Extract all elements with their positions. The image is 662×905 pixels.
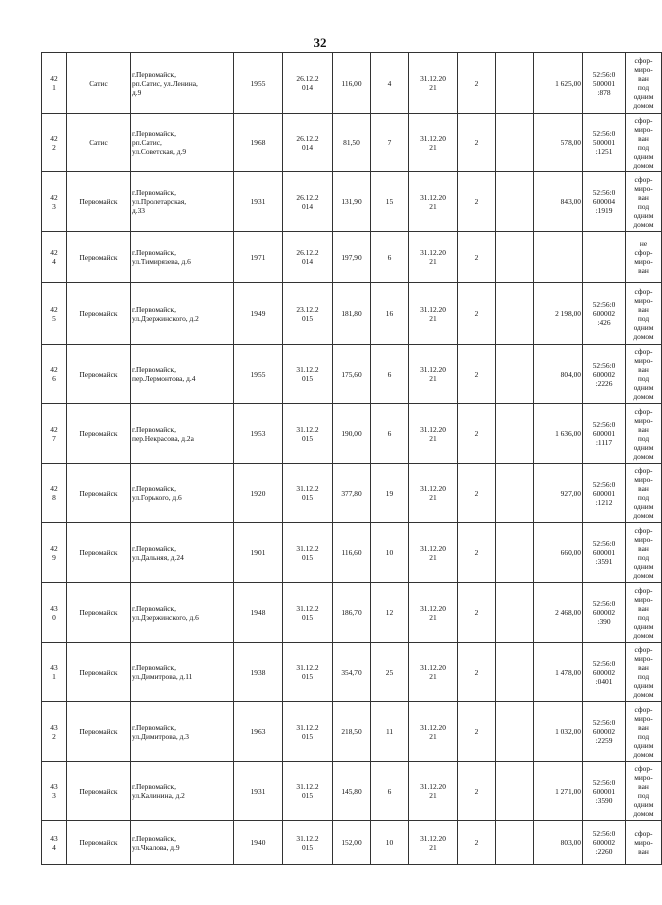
residents-count-cell: 10 [371,523,409,583]
residents-count-cell: 6 [371,404,409,464]
area-cell: 81,50 [333,114,371,172]
area-cell: 131,90 [333,172,371,232]
empty-cell [496,172,534,232]
residents-count-cell: 15 [371,172,409,232]
land-area-cell: 1 625,00 [534,53,583,114]
cadastral-number-cell: 52:56:0 600001 :1212 [583,464,626,523]
address-cell: г.Первомайск, ул.Дзержинского, д.6 [131,583,234,643]
empty-cell [496,702,534,762]
area-cell: 197,90 [333,232,371,283]
deadline-date-cell: 31.12.20 21 [409,762,458,821]
settlement-cell: Сатис [67,53,131,114]
row-number: 42 3 [42,172,67,232]
row-number: 43 3 [42,762,67,821]
address-cell: г.Первомайск, рп.Сатис, ул.Советская, д.9 [131,114,234,172]
land-status-cell: сфор- миро- ван под одним домом [626,523,662,583]
year-built-cell: 1901 [234,523,283,583]
residents-count-cell: 6 [371,762,409,821]
area-cell: 377,80 [333,464,371,523]
cadastral-number-cell: 52:56:0 500001 :878 [583,53,626,114]
table-row [42,404,662,464]
deadline-date-cell: 31.12.20 21 [409,345,458,404]
land-area-cell: 1 636,00 [534,404,583,464]
row-number: 42 9 [42,523,67,583]
address-cell: г.Первомайск, ул.Горького, д.6 [131,464,234,523]
cadastral-number-cell: 52:56:0 600002 :0401 [583,643,626,702]
deadline-date-cell: 31.12.20 21 [409,464,458,523]
land-area-cell: 804,00 [534,345,583,404]
land-status-cell: сфор- миро- ван под одним домом [626,643,662,702]
date-cell: 31.12.2 015 [283,762,333,821]
deadline-date-cell: 31.12.20 21 [409,643,458,702]
cadastral-number-cell: 52:56:0 600002 :2259 [583,702,626,762]
settlement-cell: Сатис [67,114,131,172]
row-number: 43 2 [42,702,67,762]
empty-cell [496,53,534,114]
stage-cell: 2 [458,283,496,345]
stage-cell: 2 [458,643,496,702]
table-row [42,583,662,643]
empty-cell [496,523,534,583]
settlement-cell: Первомайск [67,643,131,702]
land-area-cell: 578,00 [534,114,583,172]
date-cell: 31.12.2 015 [283,345,333,404]
area-cell: 186,70 [333,583,371,643]
year-built-cell: 1938 [234,643,283,702]
address-cell: г.Первомайск, ул.Пролетарская, д.33 [131,172,234,232]
stage-cell: 2 [458,53,496,114]
table-row [42,345,662,404]
settlement-cell: Первомайск [67,762,131,821]
area-cell: 116,00 [333,53,371,114]
deadline-date-cell: 31.12.20 21 [409,523,458,583]
deadline-date-cell: 31.12.20 21 [409,232,458,283]
settlement-cell: Первомайск [67,702,131,762]
deadline-date-cell: 31.12.20 21 [409,404,458,464]
land-status-cell: сфор- миро- ван под одним домом [626,583,662,643]
land-status-cell: не сфор- миро- ван [626,232,662,283]
empty-cell [496,283,534,345]
residents-count-cell: 25 [371,643,409,702]
area-cell: 116,60 [333,523,371,583]
settlement-cell: Первомайск [67,821,131,865]
housing-registry-table [41,52,662,865]
empty-cell [496,404,534,464]
date-cell: 26.12.2 014 [283,114,333,172]
settlement-cell: Первомайск [67,404,131,464]
year-built-cell: 1963 [234,702,283,762]
land-area-cell: 2 198,00 [534,283,583,345]
table-row [42,702,662,762]
address-cell: г.Первомайск, ул.Димитрова, д.11 [131,643,234,702]
cadastral-number-cell: 52:56:0 600002 :426 [583,283,626,345]
area-cell: 218,50 [333,702,371,762]
residents-count-cell: 6 [371,345,409,404]
empty-cell [496,345,534,404]
area-cell: 181,80 [333,283,371,345]
land-status-cell: сфор- миро- ван под одним домом [626,702,662,762]
table-row [42,232,662,283]
date-cell: 23.12.2 015 [283,283,333,345]
land-status-cell: сфор- миро- ван под одним домом [626,53,662,114]
land-status-cell: сфор- миро- ван под одним домом [626,114,662,172]
address-cell: г.Первомайск, ул.Дзержинского, д.2 [131,283,234,345]
deadline-date-cell: 31.12.20 21 [409,583,458,643]
deadline-date-cell: 31.12.20 21 [409,283,458,345]
date-cell: 31.12.2 015 [283,702,333,762]
stage-cell: 2 [458,821,496,865]
table-row [42,821,662,865]
residents-count-cell: 6 [371,232,409,283]
address-cell: г.Первомайск, пер.Некрасова, д.2а [131,404,234,464]
date-cell: 26.12.2 014 [283,53,333,114]
year-built-cell: 1953 [234,404,283,464]
cadastral-number-cell: 52:56:0 600001 :3591 [583,523,626,583]
stage-cell: 2 [458,404,496,464]
empty-cell [496,583,534,643]
stage-cell: 2 [458,114,496,172]
land-area-cell: 1 032,00 [534,702,583,762]
land-area-cell: 660,00 [534,523,583,583]
residents-count-cell: 11 [371,702,409,762]
land-area-cell [534,232,583,283]
area-cell: 354,70 [333,643,371,702]
year-built-cell: 1955 [234,53,283,114]
residents-count-cell: 19 [371,464,409,523]
empty-cell [496,821,534,865]
table-row [42,283,662,345]
land-area-cell: 1 478,00 [534,643,583,702]
empty-cell [496,232,534,283]
cadastral-number-cell: 52:56:0 600004 :1919 [583,172,626,232]
empty-cell [496,464,534,523]
stage-cell: 2 [458,345,496,404]
year-built-cell: 1971 [234,232,283,283]
area-cell: 175,60 [333,345,371,404]
land-area-cell: 2 468,00 [534,583,583,643]
settlement-cell: Первомайск [67,583,131,643]
address-cell: г.Первомайск, ул.Дальняя, д.24 [131,523,234,583]
land-status-cell: сфор- миро- ван [626,821,662,865]
land-status-cell: сфор- миро- ван под одним домом [626,404,662,464]
settlement-cell: Первомайск [67,283,131,345]
year-built-cell: 1948 [234,583,283,643]
year-built-cell: 1949 [234,283,283,345]
empty-cell [496,643,534,702]
residents-count-cell: 16 [371,283,409,345]
land-area-cell: 927,00 [534,464,583,523]
residents-count-cell: 4 [371,53,409,114]
area-cell: 190,00 [333,404,371,464]
residents-count-cell: 7 [371,114,409,172]
row-number: 43 4 [42,821,67,865]
address-cell: г.Первомайск, рп.Сатис, ул.Ленина, д.9 [131,53,234,114]
land-status-cell: сфор- миро- ван под одним домом [626,345,662,404]
year-built-cell: 1968 [234,114,283,172]
residents-count-cell: 10 [371,821,409,865]
cadastral-number-cell: 52:56:0 600002 :2260 [583,821,626,865]
area-cell: 152,00 [333,821,371,865]
address-cell: г.Первомайск, ул.Калинина, д.2 [131,762,234,821]
row-number: 42 6 [42,345,67,404]
row-number: 43 0 [42,583,67,643]
table-row [42,53,662,114]
address-cell: г.Первомайск, ул.Димитрова, д.3 [131,702,234,762]
empty-cell [496,114,534,172]
date-cell: 31.12.2 015 [283,583,333,643]
row-number: 42 7 [42,404,67,464]
area-cell: 145,80 [333,762,371,821]
settlement-cell: Первомайск [67,523,131,583]
year-built-cell: 1920 [234,464,283,523]
cadastral-number-cell: 52:56:0 600001 :3590 [583,762,626,821]
residents-count-cell: 12 [371,583,409,643]
cadastral-number-cell [583,232,626,283]
deadline-date-cell: 31.12.20 21 [409,821,458,865]
table-row [42,172,662,232]
table-row [42,762,662,821]
land-status-cell: сфор- миро- ван под одним домом [626,172,662,232]
date-cell: 31.12.2 015 [283,821,333,865]
table-row [42,464,662,523]
address-cell: г.Первомайск, ул.Чкалова, д.9 [131,821,234,865]
stage-cell: 2 [458,523,496,583]
settlement-cell: Первомайск [67,172,131,232]
row-number: 42 4 [42,232,67,283]
table-row [42,643,662,702]
row-number: 42 1 [42,53,67,114]
row-number: 42 5 [42,283,67,345]
stage-cell: 2 [458,583,496,643]
land-status-cell: сфор- миро- ван под одним домом [626,762,662,821]
address-cell: г.Первомайск, пер.Лермонтова, д.4 [131,345,234,404]
deadline-date-cell: 31.12.20 21 [409,702,458,762]
table-row [42,523,662,583]
land-area-cell: 803,00 [534,821,583,865]
settlement-cell: Первомайск [67,232,131,283]
table-row [42,114,662,172]
empty-cell [496,762,534,821]
cadastral-number-cell: 52:56:0 600001 :1117 [583,404,626,464]
date-cell: 31.12.2 015 [283,523,333,583]
row-number: 42 2 [42,114,67,172]
address-cell: г.Первомайск, ул.Тимирязева, д.6 [131,232,234,283]
date-cell: 26.12.2 014 [283,172,333,232]
land-area-cell: 843,00 [534,172,583,232]
deadline-date-cell: 31.12.20 21 [409,53,458,114]
land-status-cell: сфор- миро- ван под одним домом [626,464,662,523]
cadastral-number-cell: 52:56:0 600002 :2226 [583,345,626,404]
land-status-cell: сфор- миро- ван под одним домом [626,283,662,345]
settlement-cell: Первомайск [67,464,131,523]
year-built-cell: 1931 [234,172,283,232]
date-cell: 31.12.2 015 [283,464,333,523]
deadline-date-cell: 31.12.20 21 [409,114,458,172]
stage-cell: 2 [458,464,496,523]
cadastral-number-cell: 52:56:0 600002 :390 [583,583,626,643]
date-cell: 31.12.2 015 [283,404,333,464]
stage-cell: 2 [458,762,496,821]
year-built-cell: 1955 [234,345,283,404]
stage-cell: 2 [458,172,496,232]
year-built-cell: 1931 [234,762,283,821]
deadline-date-cell: 31.12.20 21 [409,172,458,232]
cadastral-number-cell: 52:56:0 500001 :1251 [583,114,626,172]
date-cell: 26.12.2 014 [283,232,333,283]
row-number: 42 8 [42,464,67,523]
stage-cell: 2 [458,702,496,762]
page-number: 32 [313,35,327,50]
land-area-cell: 1 271,00 [534,762,583,821]
year-built-cell: 1940 [234,821,283,865]
date-cell: 31.12.2 015 [283,643,333,702]
stage-cell: 2 [458,232,496,283]
settlement-cell: Первомайск [67,345,131,404]
row-number: 43 1 [42,643,67,702]
